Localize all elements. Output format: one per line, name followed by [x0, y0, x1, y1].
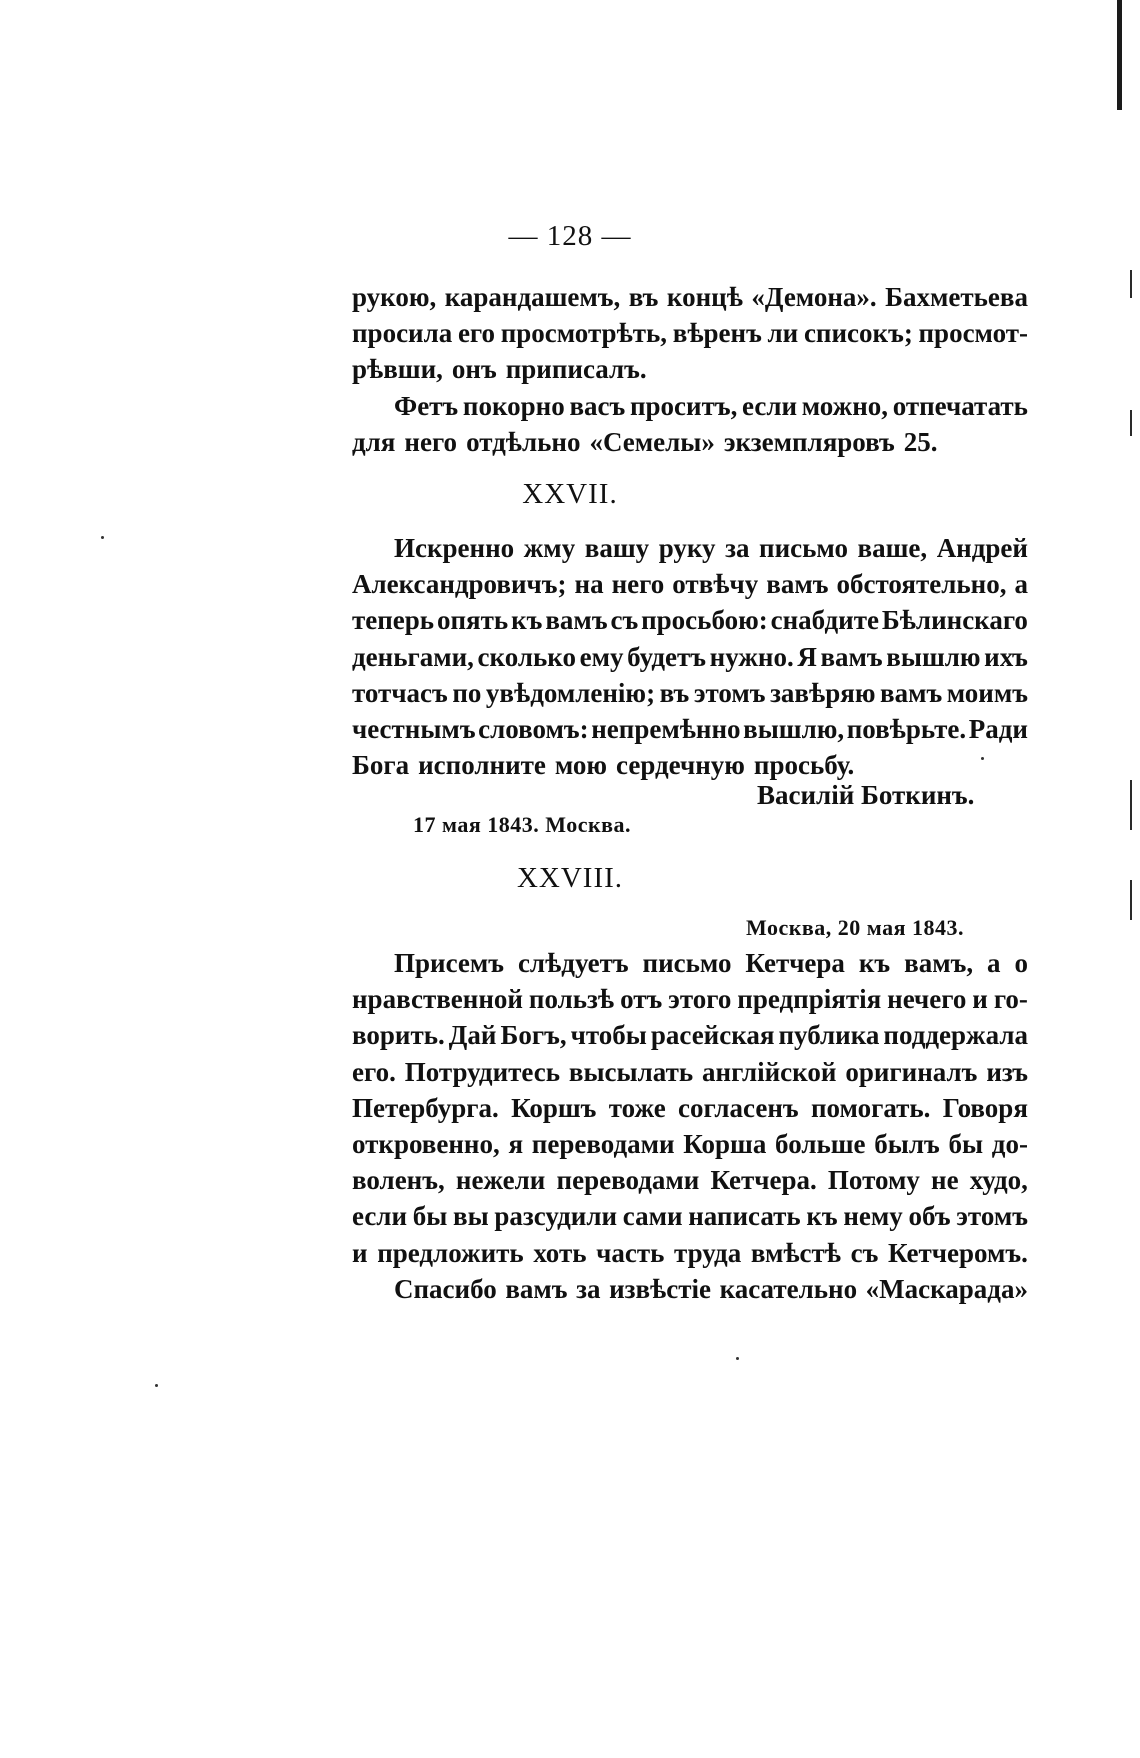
word: мою [554, 750, 608, 781]
word: будетъ [627, 641, 707, 672]
text-line [352, 711, 1028, 747]
word: вы [452, 1201, 489, 1232]
word: расейская [650, 1020, 775, 1051]
word: его [457, 318, 496, 349]
word: труда [674, 1237, 742, 1268]
word: изъ [986, 1056, 1028, 1087]
word: вмѣстѣ [750, 1237, 842, 1268]
word: 25. [903, 426, 938, 457]
word: оригиналъ [845, 1056, 978, 1087]
word: Богъ, [500, 1020, 567, 1051]
word: «Семелы» [589, 426, 715, 457]
text-line [352, 639, 1028, 675]
word: къ [806, 1201, 838, 1232]
page-edge-mark [1130, 270, 1132, 298]
word: покорно [462, 390, 565, 421]
word: ихъ [984, 641, 1028, 672]
word: высылать [568, 1056, 694, 1087]
word: сами [622, 1201, 683, 1232]
word: вамъ [505, 1273, 568, 1304]
word: него [611, 569, 665, 600]
word: просила [352, 318, 453, 349]
word: вамъ [766, 569, 829, 600]
word: и [972, 984, 988, 1015]
word: руку [658, 533, 716, 563]
word: я [508, 1129, 524, 1160]
word: объ [908, 1201, 951, 1232]
word: въ [659, 677, 690, 708]
word: вашу [584, 533, 650, 563]
word: словомъ: [478, 714, 589, 745]
word: Потрудитесь [404, 1056, 560, 1087]
word: Присемъ [394, 948, 505, 978]
word: и [352, 1237, 368, 1268]
word: на [574, 569, 604, 600]
letter-heading-xxvii: XXVII. [522, 478, 618, 510]
word: го- [993, 984, 1028, 1015]
text-line [352, 351, 1028, 387]
word: а [987, 948, 1001, 978]
word: бы [412, 1201, 448, 1232]
word: васъ [569, 390, 626, 421]
word: предпріятія [737, 984, 882, 1015]
word: англійской [702, 1056, 837, 1087]
word: для [352, 426, 396, 457]
word: Искренно [394, 533, 515, 563]
word: карандашемъ, [444, 282, 621, 312]
letter-xxvii-body [352, 530, 1028, 783]
word: вамъ [880, 677, 943, 708]
word: теперь [352, 605, 435, 636]
word: экземпляровъ [723, 426, 895, 457]
word: отпечатать [892, 390, 1028, 421]
word: если [742, 390, 798, 421]
word: поддержала [883, 1020, 1028, 1051]
word: концѣ [666, 282, 743, 312]
word: въ [628, 282, 659, 312]
page-edge-bar [1117, 0, 1122, 110]
word: вамъ [820, 641, 883, 672]
word: рѣвши, [352, 354, 443, 385]
word: Кетчера [745, 948, 845, 978]
word: проситъ, [629, 390, 738, 421]
word: Потому [827, 1165, 920, 1196]
word: Фетъ [394, 390, 459, 421]
word: Кетчеромъ. [888, 1237, 1028, 1268]
word: до- [991, 1129, 1028, 1160]
text-line [352, 981, 1028, 1017]
text-line [352, 1235, 1028, 1271]
word: Корша [683, 1129, 767, 1160]
word: ворить. [352, 1020, 445, 1051]
word: Бѣлинскаго [881, 605, 1028, 636]
word: за [725, 533, 750, 563]
word: вамъ [545, 605, 608, 636]
text-line [352, 279, 1028, 315]
text-line [352, 1271, 1028, 1307]
word: помогать. [811, 1092, 931, 1123]
word: по [452, 677, 482, 708]
word: Петербурга. [352, 1092, 499, 1123]
word: этомъ [956, 1201, 1028, 1232]
word: него [404, 426, 458, 457]
word: рукою, [352, 282, 437, 312]
text-line [352, 530, 1028, 566]
word: честнымъ [352, 714, 476, 745]
word: публика [778, 1020, 880, 1051]
word: просмотрѣть, [500, 318, 668, 349]
word: воленъ, [352, 1165, 445, 1196]
word: приписалъ. [505, 354, 647, 385]
word: Бога [352, 750, 410, 781]
word: нужно. [709, 641, 794, 672]
word: отвѣчу [672, 569, 759, 600]
word: съ [850, 1237, 879, 1268]
text-line [352, 1126, 1028, 1162]
text-line [352, 945, 1028, 981]
text-line [352, 566, 1028, 602]
text-line [352, 1198, 1028, 1234]
word: Андрей [936, 533, 1028, 563]
page-edge-mark [1130, 780, 1132, 830]
text-line [352, 315, 1028, 351]
word: нему [843, 1201, 903, 1232]
word: тотчасъ [352, 677, 448, 708]
word: пользѣ [528, 984, 615, 1015]
word: письмо [759, 533, 848, 563]
word: можно, [801, 390, 888, 421]
word: увѣдомленію; [485, 677, 656, 708]
word: Александровичъ; [352, 569, 567, 600]
word: Ради [968, 714, 1028, 745]
word: вышлю, [743, 714, 845, 745]
word: касательно [719, 1273, 858, 1304]
word: тоже [608, 1092, 666, 1123]
word: вѣренъ [672, 318, 762, 349]
word: письмо [642, 948, 732, 978]
word: Спасибо [394, 1273, 497, 1304]
word: написать [688, 1201, 801, 1232]
word: за [576, 1273, 601, 1304]
word: отъ [620, 984, 663, 1015]
word: худо, [969, 1165, 1028, 1196]
word: а [1014, 569, 1028, 600]
word: повѣрьте. [846, 714, 967, 745]
word: жму [523, 533, 576, 563]
word: просьбу. [753, 750, 855, 781]
word: «Демона». [751, 282, 877, 312]
word: Кетчера. [710, 1165, 817, 1196]
letter-heading-xxviii: XXVIII. [516, 862, 624, 894]
word: больше [775, 1129, 866, 1160]
text-line [352, 1162, 1028, 1198]
word: деньгами, [352, 641, 474, 672]
scan-speck [101, 536, 104, 539]
word: согласенъ [678, 1092, 799, 1123]
page-number: — 128 — [508, 220, 632, 252]
word: ему [579, 641, 624, 672]
word: Говоря [942, 1092, 1028, 1123]
word: «Маскарада» [865, 1273, 1028, 1304]
word: съ [610, 605, 639, 636]
word: завѣряю [770, 677, 876, 708]
word: отдѣльно [466, 426, 581, 457]
word: часть [596, 1237, 665, 1268]
word: откровенно, [352, 1129, 500, 1160]
letter-xxvii-date: 17 мая 1843. Москва. [413, 812, 632, 837]
letter-xxviii-body [352, 945, 1028, 1307]
word: этого [668, 984, 732, 1015]
word: моимъ [946, 677, 1028, 708]
text-line [352, 424, 1028, 460]
word: хоть [533, 1237, 587, 1268]
word: разсудили [494, 1201, 618, 1232]
word: Бахметьева [885, 282, 1028, 312]
word: обстоятельно, [836, 569, 1007, 600]
word: вамъ, [904, 948, 974, 978]
word: просмот- [918, 318, 1028, 349]
text-line [352, 1017, 1028, 1053]
word: ли [767, 318, 799, 349]
text-line [352, 1054, 1028, 1090]
word: нечего [887, 984, 967, 1015]
word: переводами [531, 1129, 675, 1160]
text-line [352, 388, 1028, 424]
word: списокъ; [803, 318, 913, 349]
continuation-text [352, 279, 1028, 460]
scan-speck [736, 1357, 739, 1360]
word: исполните [418, 750, 546, 781]
word: не [931, 1165, 959, 1196]
word: ваше, [857, 533, 928, 563]
word: этомъ [693, 677, 766, 708]
scan-speck [155, 1384, 158, 1387]
page-edge-mark [1130, 410, 1132, 436]
word: слѣдуетъ [517, 948, 629, 978]
word: Дай [448, 1020, 497, 1051]
word: опять [437, 605, 509, 636]
word: нравственной [352, 984, 523, 1015]
word: былъ [874, 1129, 940, 1160]
word: сколько [477, 641, 577, 672]
word: переводами [556, 1165, 700, 1196]
word: чтобы [570, 1020, 647, 1051]
word: сердечную [616, 750, 745, 781]
word: о [1014, 948, 1028, 978]
text-line [352, 1090, 1028, 1126]
word: его. [352, 1056, 396, 1087]
word: Коршъ [511, 1092, 597, 1123]
signature: Василій Боткинъ. [757, 780, 975, 810]
word: вышлю [886, 641, 981, 672]
word: непремѣнно [591, 714, 741, 745]
text-line [352, 602, 1028, 638]
letter-xxviii-date: Москва, 20 мая 1843. [746, 915, 965, 940]
word: если [352, 1201, 408, 1232]
word: Я [797, 641, 817, 672]
word: къ [858, 948, 891, 978]
word: къ [511, 605, 543, 636]
word: просьбою: [641, 605, 768, 636]
word: предложить [377, 1237, 524, 1268]
word: нежели [455, 1165, 546, 1196]
text-line [352, 675, 1028, 711]
word: извѣстіе [609, 1273, 711, 1304]
word: бы [948, 1129, 984, 1160]
word: онъ [451, 354, 497, 385]
word: снабдите [770, 605, 879, 636]
text-line [352, 747, 1028, 783]
